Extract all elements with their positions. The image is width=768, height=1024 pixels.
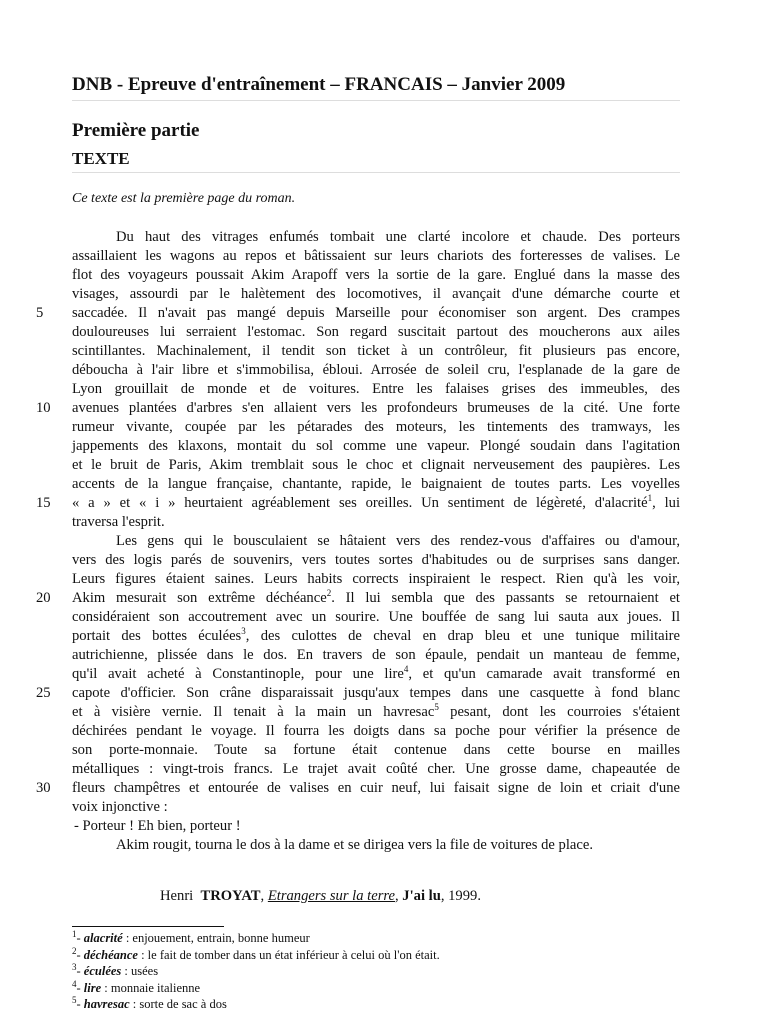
text-line: traversa l'esprit. [72,514,165,530]
text-line: flot des voyageurs poussait Akim Arapoff vers la sortie de la gare. Englué dans la masse des [72,267,680,283]
part-heading: Première partie [72,120,200,141]
footnote-item: $^2$- déchéance : le fait de tomber dans un état inférieur à celui où l'on était. [72,945,440,962]
text-line: considéraient son accoutrement avec un sourire. Une bouffée de sang lui sauta aux joues. Il [72,609,680,625]
line-number: 10 [36,400,51,416]
text-line: Akim rougit, tourna le dos à la dame et se dirigea vers la file de voitures de place. [116,837,593,853]
text-line: 30 fleurs champêtres et entourée de valises en cuir neuf, lui faisait signe de loin et criait d'une [36,780,680,796]
text-line: 25 capote d'officier. Son crâne disparaissait jusqu'aux tempes dans une casquette à fond blanc [36,685,680,701]
text-line: 5 saccadée. Il n'avait pas mangé depuis Marseille pour économiser son argent. Des crampes [36,305,680,321]
footnote-item: $^4$- lire : monnaie italienne [72,978,201,995]
footnote-mark: 5 [434,702,439,713]
document-title: DNB - Epreuve d'entraînement – FRANCAIS – Janvier 2009 [72,72,680,101]
text-line: Les gens qui le bousculaient se hâtaient vers des rendez-vous d'affaires ou d'amour, [116,533,680,549]
footnotes [72,930,440,1013]
text-line: Lyon grouillait de monde et de voitures. Entre les falaises grises des immeubles, des [72,381,680,397]
footnote-item: $^5$- havresac : sorte de sac à dos [72,994,227,1011]
line-number: 30 [36,780,51,796]
text-line: Du haut des vitrages enfumés tombait une clarté incolore et chaude. Des porteurs [116,229,680,245]
publication-year: 1999. [448,888,481,904]
author-first-name: Henri [160,888,194,904]
publisher: J'ai lu [402,888,441,904]
text-line: portait des bottes éculées$^3$, des culottes de cheval en drap bleu et une tunique militaire [72,626,680,644]
text-line: Leurs figures étaient saines. Leurs habits corrects inspiraient le respect. Rien qu'à les voir, [72,571,680,587]
line-number: 5 [36,305,44,321]
text-line: déchirées pendant le voyage. Il fourra les doigts dans sa poche pour vérifier la présence de [72,723,680,739]
line-number: 20 [36,590,51,606]
footnote-mark: 2 [326,588,332,599]
footnote-mark: 1 [647,493,653,504]
footnote-item: $^1$- alacrité : enjouement, entrain, bonne humeur [72,928,310,945]
text-line: et le bruit de Paris, Akim tremblait sous le choc et clignait nerveusement des paupières. Les [72,457,680,473]
text-line: voix injonctive : [72,799,168,815]
text-line: jappements des klaxons, montait du sol comme une vapeur. Plongé soudain dans l'agitation [72,438,680,454]
text-line: scintillantes. Machinalement, il tendit son ticket à un contrôleur, fit plusieurs pas encore, [72,343,680,359]
line-number: 15 [36,495,51,511]
source-attribution: Henri TROYAT, Etrangers sur la terre, J'ai lu, 1999. [160,888,481,904]
text-line: déboucha à l'air libre et s'immobilisa, ébloui. Arrosée de soleil cru, l'esplanade de la gare de [72,362,680,378]
footnote-separator [72,926,224,927]
footnote-mark: 4 [403,664,409,675]
intro-note: Ce texte est la première page du roman. [72,191,296,206]
text-line: douloureuses lui serraient l'estomac. Son regard suscitait partout des moucherons aux ailes [72,324,680,340]
text-line: métalliques : vingt-trois francs. Le trajet avait coûté cher. Une grosse dame, chapeautée de [72,761,680,777]
text-line: 10 avenues plantées d'arbres s'en allaient vers les profondeurs brumeuses de la cité. Une forte [36,400,680,416]
book-title: Etrangers sur la terre [267,888,395,904]
text-line: vers des logis parés de souvenirs, vers toutes sortes d'habitudes ou de surprises sans danger. [72,552,680,568]
text-line: 20 Akim mesurait son extrême déchéance$^2$. Il lui sembla que des passants se retournaient et [36,588,680,606]
text-line: autrichienne, plissée dans le dos. En travers de son épaule, pendait un manteau de femme, [72,647,680,663]
passage-text [36,228,680,855]
text-line: rumeur vivante, coupée par les pétarades des moteurs, les tintements des tramways, les [72,419,680,435]
text-line: son porte-monnaie. Toute sa fortune était contenue dans cette bourse en mailles [72,742,680,758]
text-line: accents de la langue française, chantante, rapide, le baignaient de toutes parts. Les voyelles [72,476,680,492]
line-number: 25 [36,685,51,701]
section-heading: TEXTE [72,148,680,173]
text-line: visages, assourdi par le halètement des locomotives, il avançait d'une démarche courte et [72,286,680,302]
footnote-mark: 3 [241,626,246,637]
footnote-item: $^3$- éculées : usées [72,961,159,978]
text-line: assaillaient les wagons au repos et bâtissaient sur leurs chariots des forteresses de valises. Le [72,248,680,264]
author-last-name: TROYAT [200,888,261,904]
text-line: qu'il avait acheté à Constantinople, pour une lire$^4$, et qu'un camarade avait transformé en [72,664,680,682]
text-line: 15 « a » et « i » heurtaient agréablement ses oreilles. Un sentiment de légèreté, d'alacrité$^1$, lui [36,493,680,511]
text-line: - Porteur ! Eh bien, porteur ! [74,818,241,834]
text-line: et à visière vernie. Il tenait à la main un havresac$^5$ pesant, dont les courroies s'étaient [72,702,680,720]
